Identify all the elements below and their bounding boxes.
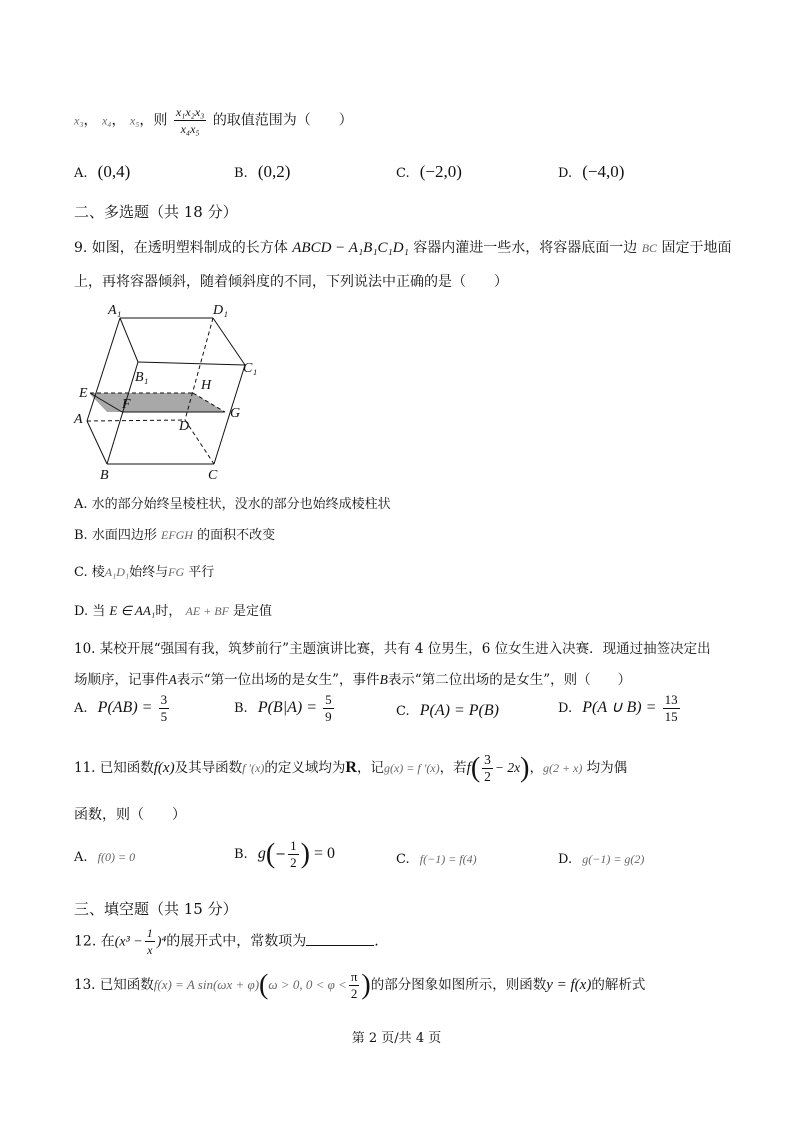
option-label: D. [558,701,573,716]
option-label: D. [558,166,573,181]
q13-stem: 13. 已知函数f(x) = A sin(ωx + φ)(ω > 0, 0 < φ < $\frac{\pi}{2}$ )的部分图象如图所示，则函数y = f(x)的解析式 [74,969,646,1001]
fraction-denominator: x [147,943,153,957]
option-text: 时， [155,604,182,619]
q9-text: 9. 如图，在透明塑料制成的长方体 [74,240,288,256]
q11-text: 的定义域均为 [264,760,346,776]
separator: ， [83,112,98,129]
option-label: C. [74,565,88,580]
option-math: A₁D₁ [104,565,130,579]
option-expr: P(B|A) = [257,699,317,716]
option-label: A. [74,850,88,865]
option-math: E ∈ AA₁ [109,603,156,618]
label-D1: D₁ [213,303,228,318]
fraction-denominator: 2 [290,855,297,870]
q13-math: ω > 0, 0 < φ < [268,977,347,992]
q11-text: ，记 [356,760,384,776]
option-expr: = 0 [314,845,336,862]
q9-option-c[interactable] [74,561,214,580]
q10-stem-line2 [74,668,631,688]
q11-math: f [466,760,471,776]
fraction-numerator: 3 [160,692,168,707]
fraction-numerator: 13 [664,692,678,707]
q10-text: 表示“第二位出场的是女生”，则（ ） [387,672,632,688]
fraction-denominator: 2 [484,769,491,784]
option-value: (0,4) [97,162,131,181]
q12-text: 12. 在 [74,933,115,950]
q11-option-d[interactable] [558,852,644,867]
q8-option-d[interactable] [558,162,624,182]
label-F: F [122,397,131,412]
q13-math: y = f(x) [546,977,592,993]
q11-option-a[interactable] [74,850,135,865]
q11-option-b[interactable]: B. g(− $\frac{1}{2}$ ) = 0 [234,838,336,870]
fraction-numerator: 5 [325,692,332,707]
q11-text: 及其导函数 [174,760,243,776]
q11-math: f(x) [153,760,175,776]
option-fraction [663,692,680,725]
q12-math: (x³ − [114,934,143,950]
option-label: A. [74,701,88,716]
q13-text: 的解析式 [591,977,646,993]
q12-math: )⁴ [156,934,167,950]
option-label: D. [74,604,89,619]
option-value: (0,2) [257,162,291,181]
option-math: EFGH [160,528,193,542]
q9-option-d[interactable] [74,600,272,619]
section-title-multiple-choice: 二、多选题（共 18 分） [74,203,238,221]
option-label: B. [234,701,248,716]
option-expr: P(A) = P(B) [419,702,499,719]
option-math: AE + BF [185,604,229,618]
option-math: FG [168,565,185,579]
q11-text: 均为偶 [586,760,628,776]
fraction-numerator: 3 [484,752,491,767]
q11-math: g(x) = f ′(x) [383,761,440,775]
label-H: H [201,378,212,393]
label-E: E [79,386,88,401]
fraction-denominator: 5 [160,709,168,724]
q13-fraction [349,969,360,1002]
answer-blank[interactable] [306,933,374,946]
option-label: B. [74,528,88,543]
q8-option-b[interactable] [234,162,290,182]
q13-math: f(x) = A sin(ωx + φ) [153,977,260,992]
fraction-denominator: 9 [325,709,332,724]
q10-option-a[interactable] [74,692,171,725]
q9-edge: BC [641,241,658,255]
fraction-numerator: 1 [146,926,153,940]
separator: ， [111,112,126,129]
option-expr: g [257,845,266,862]
q11-math: f ′(x) [242,761,265,775]
label-G: G [230,406,241,421]
q9-text: 容器内灌进一些水，将容器底面一边 [413,240,638,256]
label-A1: A₁ [108,303,122,318]
var-x4: x₄ [101,113,112,128]
option-label: C. [396,166,410,181]
label-B1: B₁ [135,370,149,385]
option-text: 棱 [91,565,105,580]
q10-stem-line1: 10. 某校开展“强国有我，筑梦前行”主题演讲比赛，共有 4 位男生，6 位女生进入决赛．现通过抽签决定出 [74,641,711,657]
label-B: B [100,468,109,483]
q9-box-name: ABCD − A₁B₁C₁D₁ [292,240,409,256]
reals-symbol: R [345,759,357,776]
option-value: (−2,0) [419,162,462,181]
q8-fraction [174,104,207,137]
label-C1: C₁ [243,361,258,376]
q10-text: 表示“第一位出场的是女生”，事件 [176,672,380,688]
option-fraction [323,692,334,725]
page-footer: 第 2 页/共 4 页 [351,1031,442,1046]
label-A: A [74,412,83,427]
q12-text: 的展开式中，常数项为 [166,933,307,950]
q11-math: g(2 + x) [542,761,583,775]
fraction-denominator: 15 [664,709,678,724]
q11-text: ，若 [439,760,467,776]
option-label: D. [558,852,573,867]
option-expr: f(0) = 0 [97,850,136,864]
option-expr: f(−1) = f(4) [419,852,477,866]
q9-text: 固定于地面 [661,240,732,256]
option-text: 水面四边形 [91,528,157,543]
q10-option-b[interactable] [234,692,336,725]
fraction-numerator: π [350,969,358,984]
var-x5: x₅ [129,113,140,128]
option-value: (−4,0) [582,162,625,181]
label-D: D [179,419,190,434]
option-label: A. [74,497,88,512]
option-text: 平行 [188,565,215,580]
section-title-fill-in: 三、填空题（共 15 分） [74,900,238,918]
option-fraction [288,838,299,871]
event-A: A [168,672,177,687]
q9-option-b[interactable] [74,524,275,543]
q8-text: ，则 [139,112,168,129]
q9-option-a[interactable] [74,493,391,512]
option-text: 是定值 [233,604,273,619]
q10-option-d[interactable] [558,692,682,725]
option-text: 的面积不改变 [197,528,276,543]
q12-stem [74,925,379,958]
fraction-denominator: 2 [350,986,358,1001]
option-label: A. [74,166,88,181]
q11-text: 11. 已知函数 [74,760,154,776]
cuboid-figure [70,298,270,484]
q11-math: − 2x [494,760,521,775]
q12-text: . [374,933,379,950]
option-text: 当 [92,604,106,619]
option-label: B. [234,847,248,862]
option-text: 始终与 [129,565,169,580]
fraction-numerator: x₁x₂x₃ [175,105,205,119]
option-label: B. [234,166,248,181]
q9-stem-line2: 上，再将容器倾斜，随着倾斜度的不同，下列说法中正确的是（ ） [74,274,508,290]
label-C: C [208,468,218,483]
q8-question-tail: 的取值范围为（ ） [212,112,353,129]
q10-option-c[interactable] [396,702,499,720]
q12-fraction [145,925,155,958]
event-B: B [379,672,388,687]
q13-text: 的部分图象如图所示，则函数 [370,977,547,993]
q8-continuation [74,104,353,137]
option-label: C. [396,852,410,867]
q8-option-a[interactable] [74,162,130,182]
fraction-numerator: 1 [290,838,297,853]
q11-stem-line2: 函数，则（ ） [74,807,186,823]
option-expr: P(AB) = [97,699,153,716]
q11-stem-line1: 11. 已知函数f(x)及其导函数f ′(x)的定义域均为R，记g(x) = f ′(x)，若f( $\frac{3}{2}$ − 2x)，g(2 + x) 均为偶 [74,752,628,784]
option-fraction [159,692,170,725]
q9-stem-line1 [74,237,732,257]
fraction-denominator: x₄x₅ [180,122,200,136]
option-expr: g(−1) = g(2) [582,852,645,866]
negative-sign: − [275,847,287,862]
option-expr: P(A ∪ B) = [582,699,657,716]
q11-option-c[interactable] [396,852,477,867]
var-x3: x₃ [74,113,84,128]
q8-option-c[interactable] [396,162,462,182]
option-label: C. [396,704,410,719]
q10-text: 场顺序，记事件 [74,672,169,688]
q13-text: 13. 已知函数 [74,977,154,993]
option-text: 水的部分始终呈棱柱状，没水的部分也始终成棱柱状 [91,497,391,512]
q11-fraction [482,752,493,785]
